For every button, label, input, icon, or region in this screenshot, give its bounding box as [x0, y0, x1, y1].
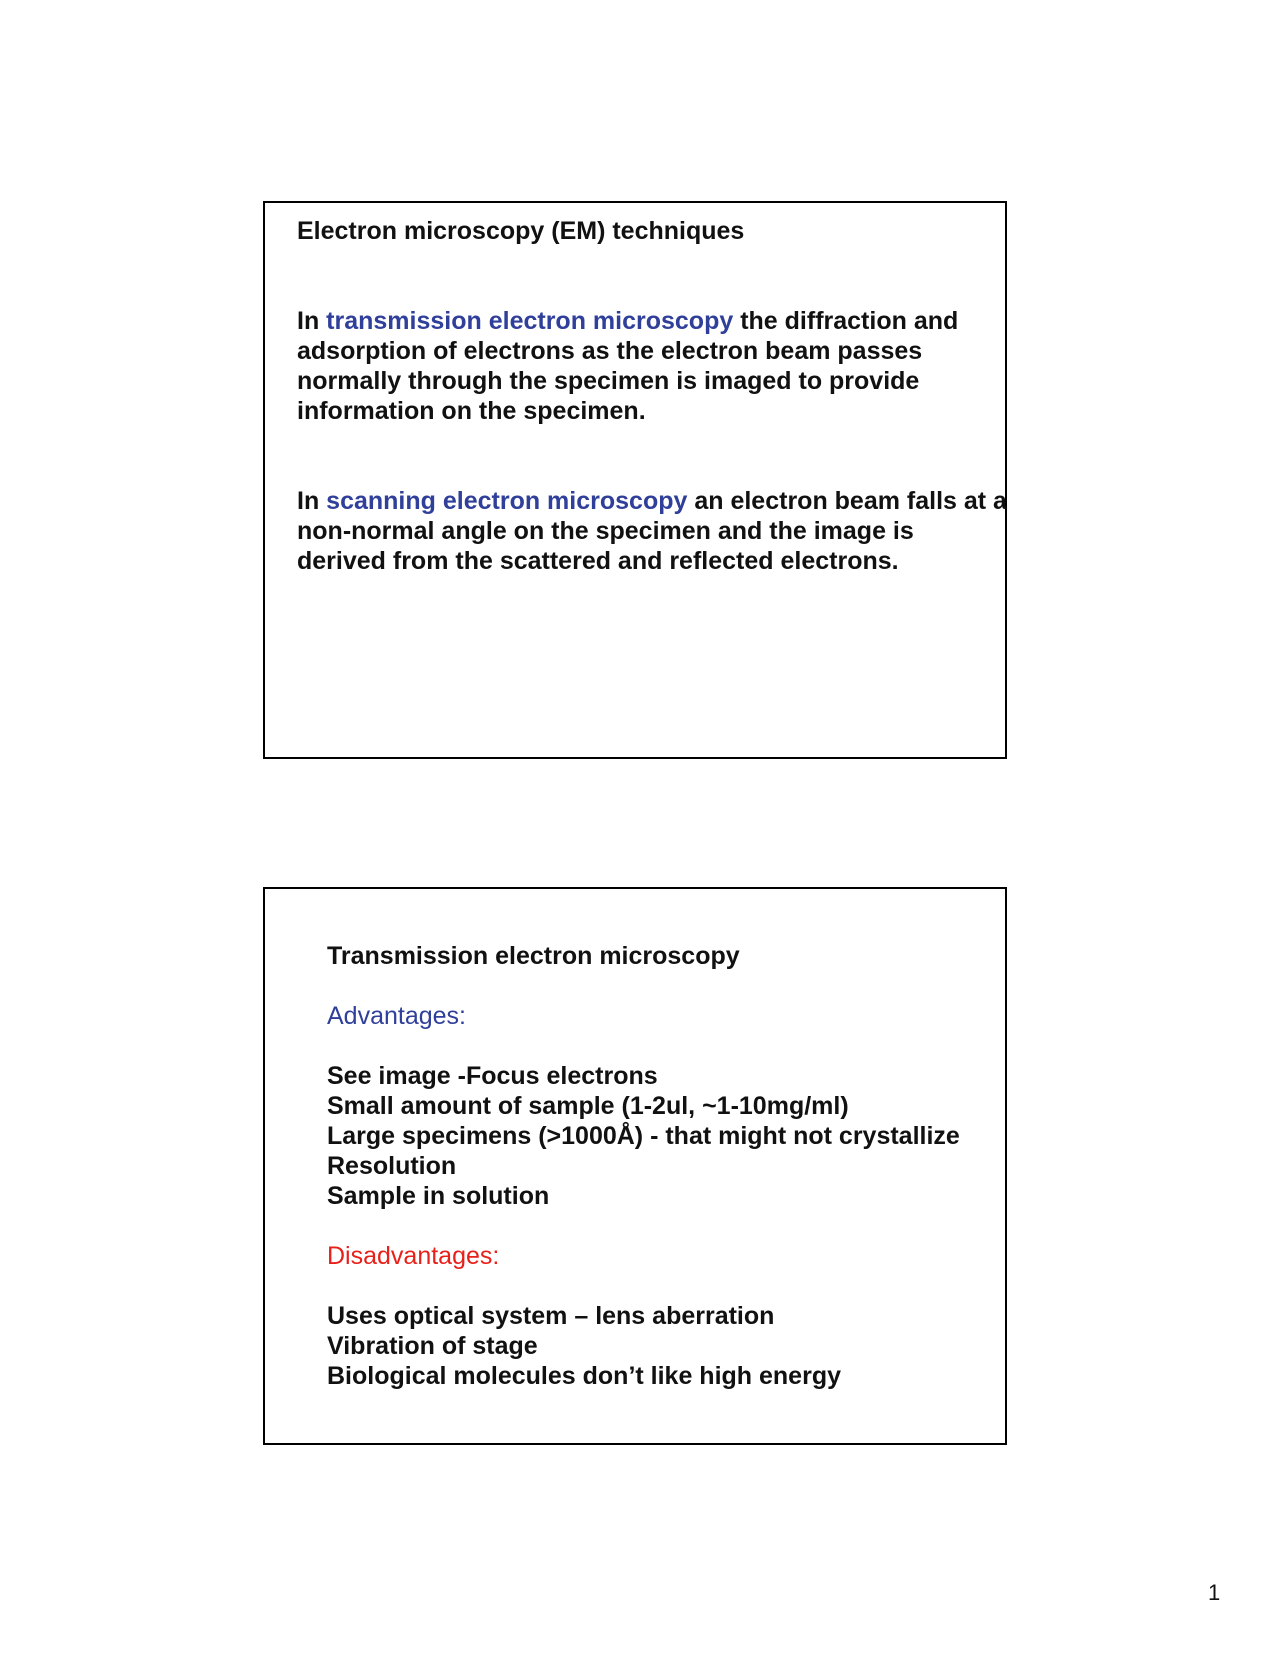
slide-content — [327, 941, 1007, 1391]
disadvantage-item: Uses optical system – lens aberration — [327, 1302, 775, 1330]
paragraph-prefix: In — [297, 307, 327, 335]
paragraph-body: an electron beam falls at a non-normal angle on the specimen and the image is derived from the scattered and reflected electrons. — [297, 487, 1007, 575]
advantage-item: Large specimens (>1000Å) - that might not crystallize — [327, 1122, 960, 1150]
term-scanning-electron-microscopy: scanning electron microscopy — [326, 487, 688, 515]
paragraph-scanning — [297, 486, 1009, 576]
paragraph-transmission — [297, 306, 1009, 426]
disadvantages-heading: Disadvantages: — [327, 1242, 500, 1270]
term-transmission-electron-microscopy: transmission electron microscopy — [326, 307, 734, 335]
advantage-item: Resolution — [327, 1152, 457, 1180]
paragraph-prefix: In — [297, 487, 327, 515]
page-number: 1 — [1208, 1580, 1221, 1605]
slide-title: Transmission electron microscopy — [327, 942, 740, 970]
disadvantage-item: Biological molecules don’t like high energy — [327, 1362, 841, 1390]
slide-em-techniques — [263, 201, 1007, 759]
advantage-item: See image -Focus electrons — [327, 1062, 658, 1090]
advantage-item: Small amount of sample (1-2ul, ~1-10mg/ml) — [327, 1092, 849, 1120]
slide-title: Electron microscopy (EM) techniques — [297, 217, 745, 245]
advantages-heading: Advantages: — [327, 1002, 466, 1030]
disadvantage-item: Vibration of stage — [327, 1332, 538, 1360]
paragraph-body: the diffraction and adsorption of electrons as the electron beam passes normally through the specimen is imaged to provide information on the specimen. — [297, 307, 959, 425]
slide-tem-pros-cons — [263, 887, 1007, 1445]
advantage-item: Sample in solution — [327, 1182, 550, 1210]
